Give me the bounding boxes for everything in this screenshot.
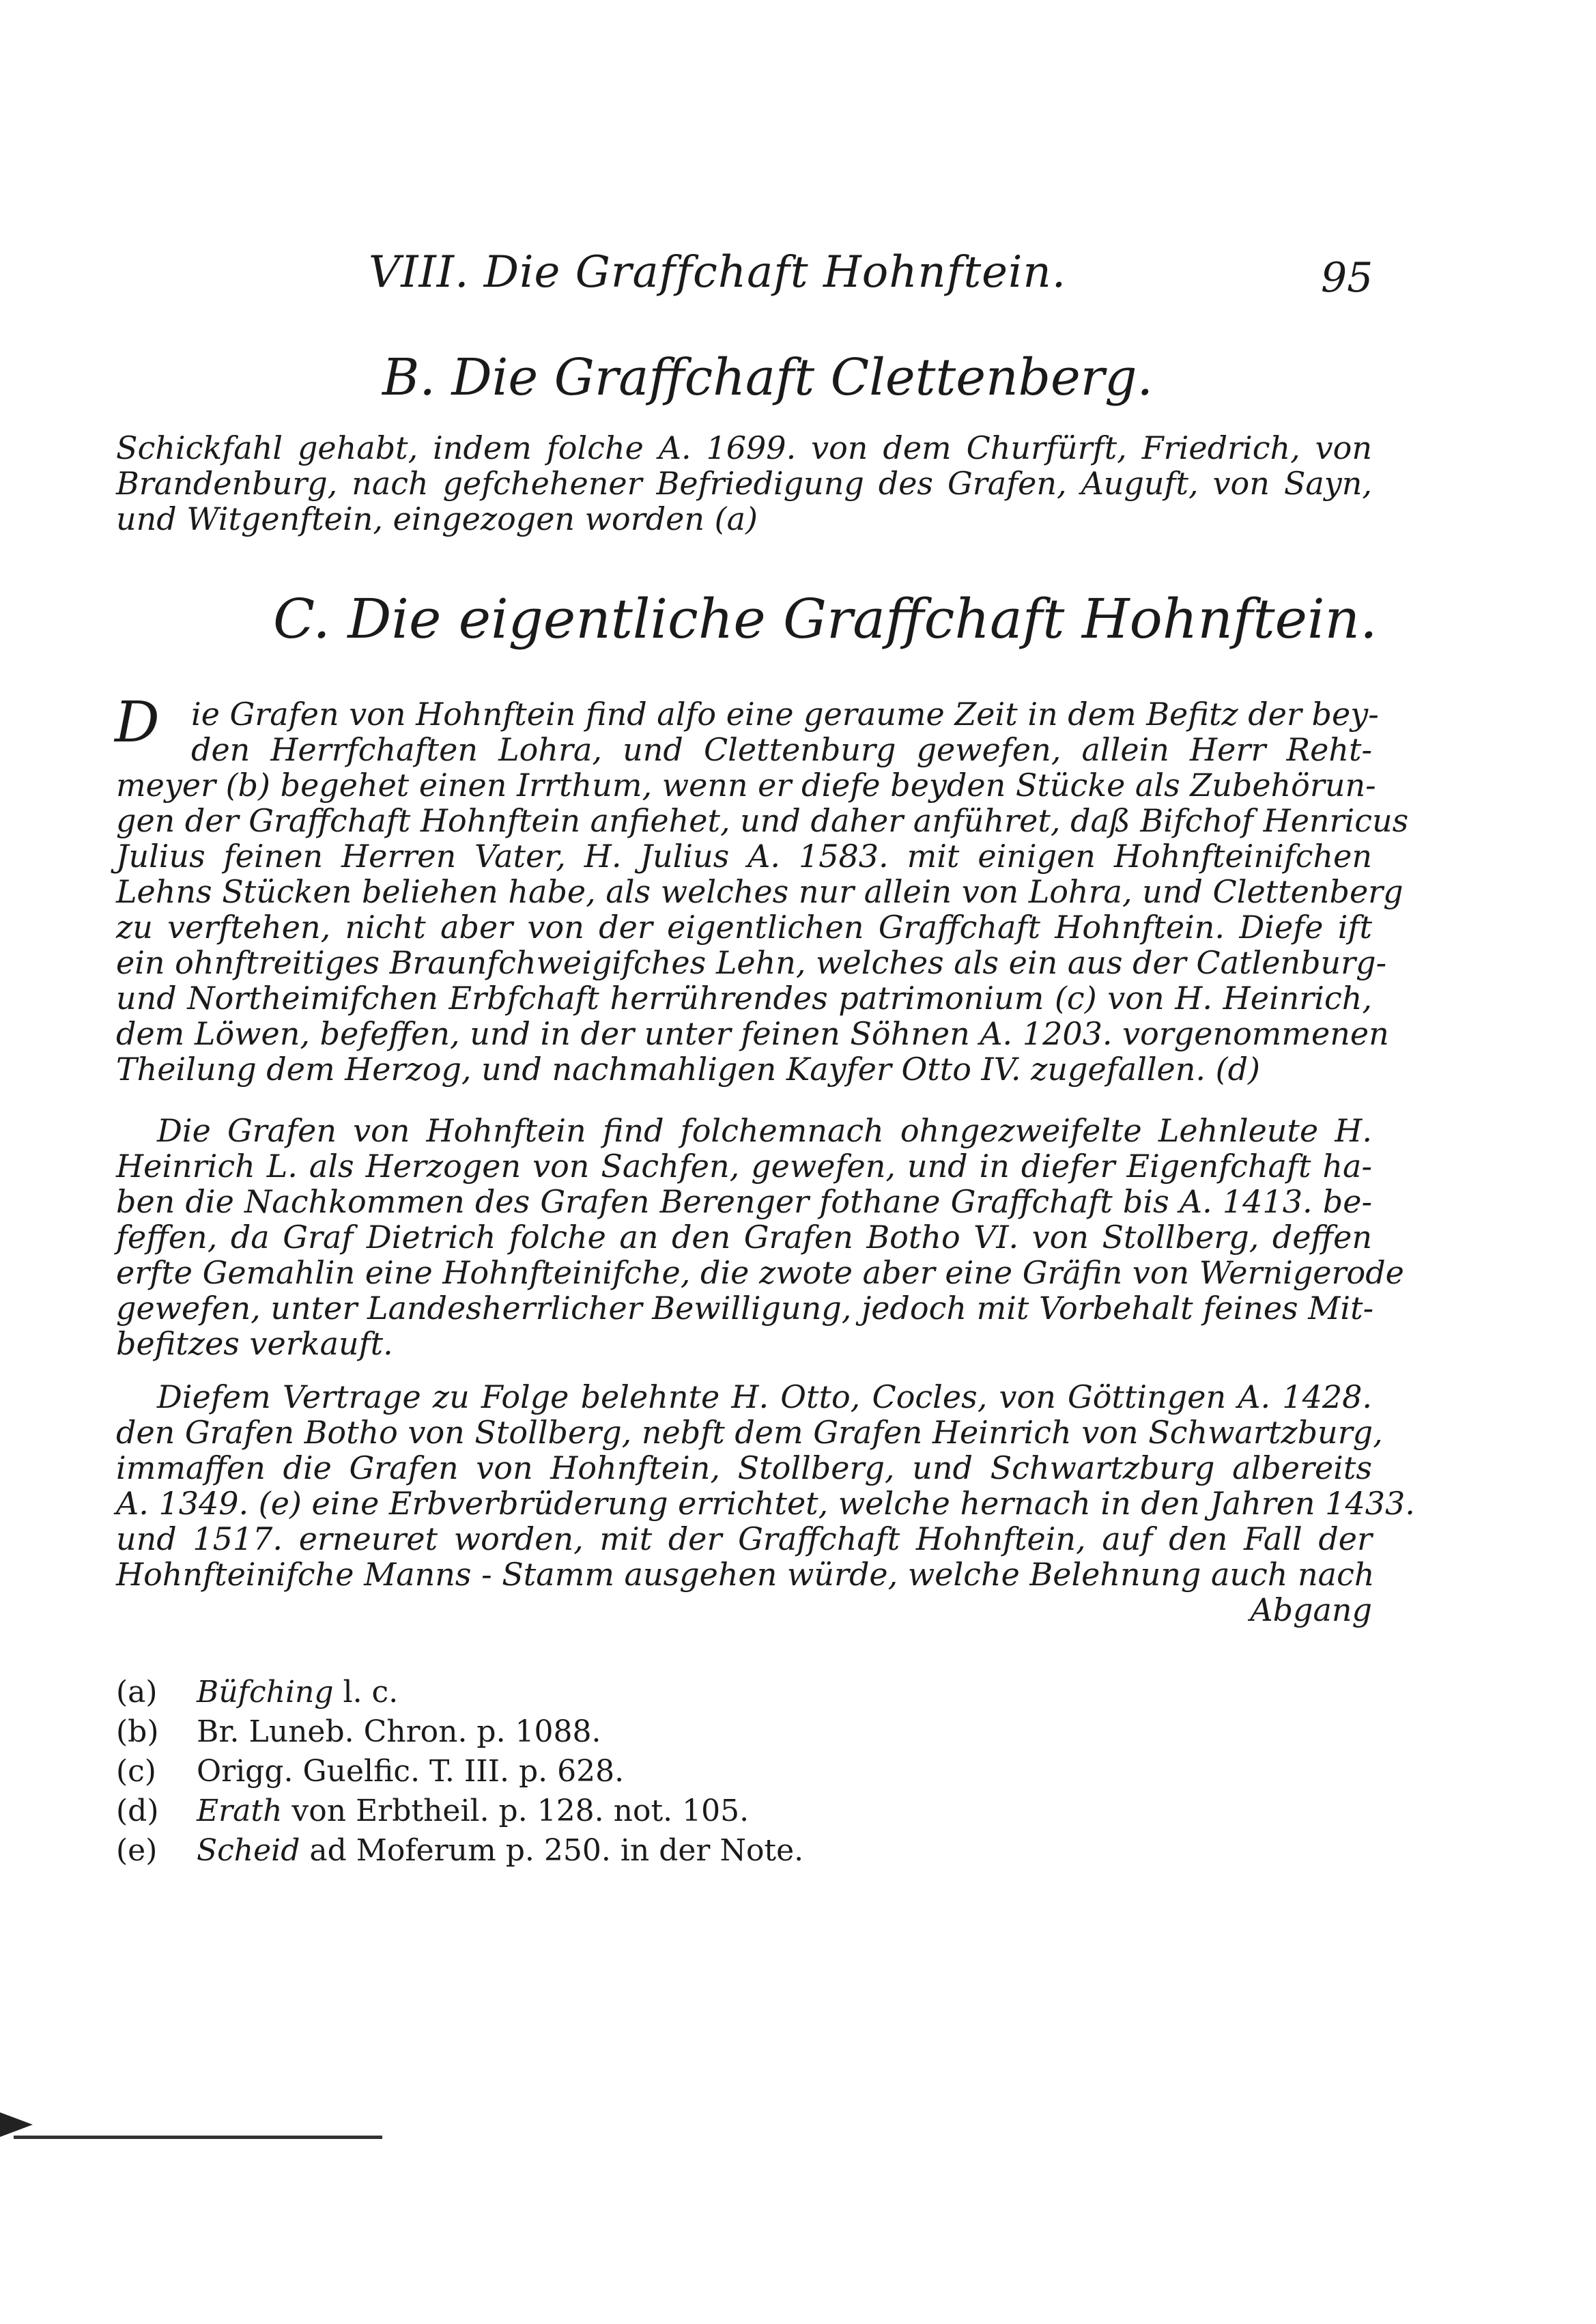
footnotes (116, 1673, 1072, 1871)
text-line: den Grafen Botho von Stollberg, nebft dem Grafen Heinrich von Schwartzburg, (116, 1414, 1383, 1451)
footnote-author: Erath (197, 1794, 283, 1828)
scan-edge-arrow-icon (0, 2112, 33, 2137)
text-line: immaffen die Grafen von Hohnftein, Stollberg, und Schwartzburg albereits (116, 1449, 1372, 1486)
footnote-text: ad Moferum p. 250. in der Note. (300, 1833, 804, 1868)
text-line: und Witgenftein, eingezogen worden (a) (116, 500, 758, 537)
footnote-mark: (c) (116, 1754, 156, 1789)
text-line: ben die Nachkommen des Grafen Berenger fothane Graffchaft bis A. 1413. be- (116, 1183, 1372, 1220)
footnote-text: von Erbtheil. p. 128. not. 105. (282, 1794, 750, 1828)
text-line: gewefen, unter Landesherrlicher Bewilligung, jedoch mit Vorbehalt feines Mit- (116, 1290, 1374, 1327)
text-line: Brandenburg, nach gefchehener Befriedigung des Grafen, Auguft, von Sayn, (116, 465, 1372, 502)
text-line: Hohnfteinifche Manns - Stamm ausgehen würde, welche Belehnung auch nach (116, 1556, 1375, 1593)
scan-edge-rule (14, 2136, 382, 2139)
section-c-heading: C. Die eigentliche Graffchaft Hohnftein. (273, 587, 1378, 651)
footnote-text: l. c. (333, 1675, 399, 1710)
text-line: A. 1349. (e) eine Erbverbrüderung errichtet, welche hernach in den Jahren 1433. (116, 1485, 1415, 1522)
text-line: ie Grafen von Hohnftein find alfo eine geraume Zeit in dem Befitz der bey- (191, 696, 1379, 733)
text-line: und 1517. erneuret worden, mit der Graffchaft Hohnftein, auf den Fall der (116, 1520, 1372, 1557)
text-line: feffen, da Graf Dietrich folche an den Grafen Botho VI. von Stollberg, deffen (116, 1219, 1372, 1256)
paragraph-2 (116, 1112, 1404, 1362)
text-line: zu verftehen, nicht aber von der eigentlichen Graffchaft Hohnftein. Diefe ift (116, 909, 1372, 946)
footnote (116, 1712, 1072, 1752)
footnote (116, 1673, 1072, 1712)
paragraph-1 (115, 690, 1409, 1088)
footnote-mark: (b) (116, 1714, 159, 1749)
running-head: VIII. Die Graffchaft Hohnftein. (369, 247, 1067, 298)
footnote-text: Br. Luneb. Chron. p. 1088. (197, 1714, 601, 1749)
text-line: befitzes verkauft. (116, 1325, 393, 1362)
text-line: Theilung dem Herzog, und nachmahligen Kayfer Otto IV. zugefallen. (d) (116, 1051, 1260, 1088)
text-line: gen der Graffchaft Hohnftein anfiehet, und daher anführet, daß Bifchof Henricus (116, 802, 1409, 839)
drop-cap: D (115, 690, 160, 755)
section-b-text (116, 430, 1372, 537)
footnote (116, 1791, 1072, 1831)
text-line: den Herrfchaften Lohra, und Clettenburg gewefen, allein Herr Reht- (191, 731, 1372, 768)
paragraph-3 (116, 1378, 1415, 1628)
text-line: meyer (b) begehet einen Irrthum, wenn er diefe beyden Stücke als Zubehörun- (116, 767, 1376, 804)
section-b-heading: B. Die Graffchaft Clettenberg. (382, 348, 1154, 407)
footnote-mark: (d) (116, 1794, 159, 1828)
text-line: Heinrich L. als Herzogen von Sachfen, gewefen, und in diefer Eigenfchaft ha- (116, 1148, 1372, 1185)
text-line: erfte Gemahlin eine Hohnfteinifche, die zwote aber eine Gräfin von Wernigerode (116, 1254, 1404, 1291)
text-line: Schickfahl gehabt, indem folche A. 1699. von dem Churfürft, Friedrich, von (116, 429, 1372, 466)
footnote-text: Origg. Guelfic. T. III. p. 628. (197, 1754, 625, 1789)
footnote (116, 1831, 1072, 1871)
footnote-author: Büfching (197, 1675, 334, 1710)
text-line: und Northeimifchen Erbfchaft herrührendes patrimonium (c) von H. Heinrich, (116, 980, 1372, 1017)
footnote-mark: (e) (116, 1833, 158, 1868)
footnote (116, 1752, 1072, 1791)
text-line: Die Grafen von Hohnftein find folchemnach ohngezweifelte Lehnleute H. (157, 1112, 1372, 1149)
page-number: 95 (1321, 254, 1373, 302)
footnote-author: Scheid (197, 1833, 300, 1868)
text-line: Julius feinen Herren Vater, H. Julius A. 1583. mit einigen Hohnfteinifchen (116, 838, 1372, 875)
text-line: Diefem Vertrage zu Folge belehnte H. Otto, Cocles, von Göttingen A. 1428. (157, 1378, 1372, 1415)
footnote-mark: (a) (116, 1675, 158, 1710)
text-line: dem Löwen, befeffen, und in der unter feinen Söhnen A. 1203. vorgenommenen (116, 1015, 1389, 1052)
catchword: Abgang (1250, 1591, 1372, 1628)
text-line: ein ohnftreitiges Braunfchweigifches Lehn, welches als ein aus der Catlenburg- (116, 944, 1387, 981)
text-line: Lehns Stücken beliehen habe, als welches nur allein von Lohra, und Clettenberg (116, 873, 1403, 910)
